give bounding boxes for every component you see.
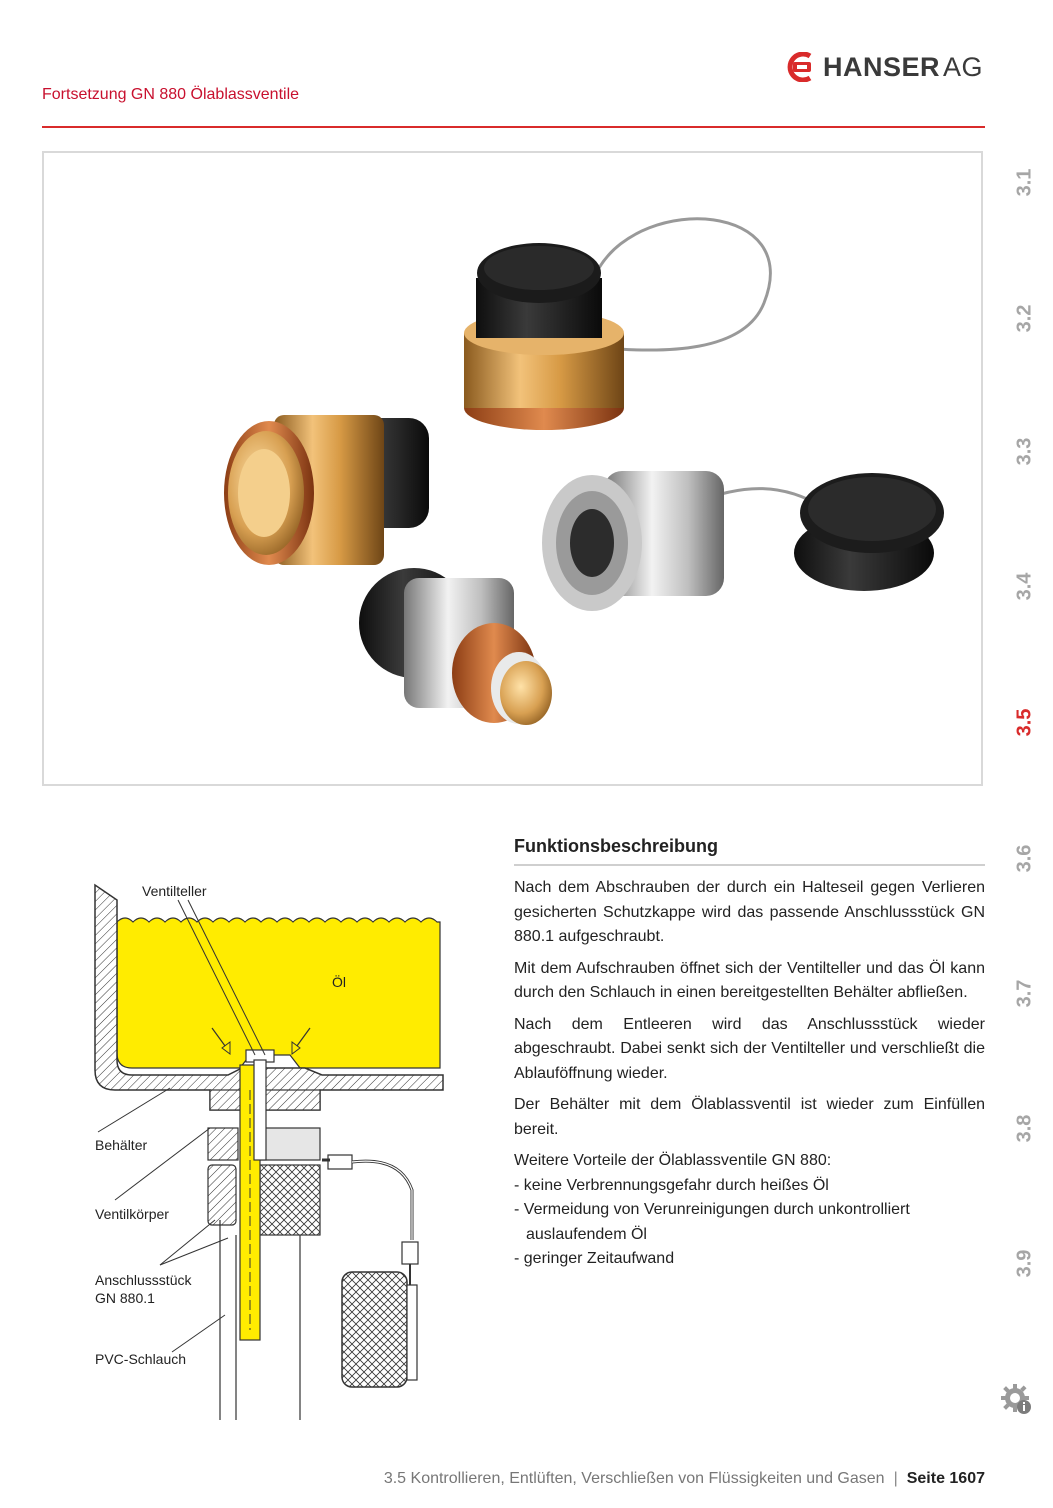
- valve-cross-section-diagram: [60, 860, 460, 1440]
- nav-item-3-8[interactable]: 3.8: [1013, 1114, 1036, 1142]
- list-item: - Vermeidung von Verunreinigungen durch unkontrolliert auslaufendem Öl: [514, 1201, 910, 1243]
- paragraph: Nach dem Abschrauben der durch ein Halteseil gegen Verlieren gesicherten Schutzkappe wird das passende Anschlussstück GN 880.1 aufgeschraubt.: [514, 879, 985, 945]
- label-anschlussstueck: Anschlussstück: [95, 1272, 192, 1288]
- paragraph: Mit dem Aufschrauben öffnet sich der Ventilteller und das Öl kann durch den Schlauch in einen bereitgestellten Behälter abfließen.: [514, 959, 985, 1001]
- settings-info-icon[interactable]: [1000, 1382, 1034, 1421]
- label-gn-880-1: GN 880.1: [95, 1290, 155, 1306]
- advantages-intro: Weitere Vorteile der Ölablassventile GN 880:: [514, 1152, 832, 1169]
- chapter-side-nav: [1000, 150, 1050, 1300]
- continuation-title: Fortsetzung GN 880 Ölablassventile: [42, 86, 300, 103]
- hanser-logo-icon: [783, 52, 815, 82]
- product-photo: [42, 151, 983, 786]
- nav-item-3-2[interactable]: 3.2: [1013, 304, 1036, 332]
- nav-item-3-4[interactable]: 3.4: [1013, 572, 1036, 600]
- nav-item-3-3[interactable]: 3.3: [1013, 437, 1036, 465]
- valve-bottom: [359, 568, 552, 725]
- valve-brass-left: [224, 415, 429, 565]
- nav-item-3-5[interactable]: 3.5: [1013, 708, 1036, 736]
- label-oel: Öl: [332, 974, 346, 990]
- footer-section: 3.5 Kontrollieren, Entlüften, Verschließen von Flüssigkeiten und Gasen: [383, 1470, 885, 1487]
- nav-item-3-9[interactable]: 3.9: [1013, 1249, 1036, 1277]
- label-ventilkoerper: Ventilkörper: [95, 1206, 169, 1222]
- valve-steel-right: [542, 471, 944, 611]
- label-pvc-schlauch: PVC-Schlauch: [95, 1351, 187, 1367]
- footer-separator: |: [893, 1470, 898, 1487]
- nav-item-3-6[interactable]: 3.6: [1013, 844, 1036, 872]
- header-divider: [42, 126, 985, 128]
- page-number: Seite 1607: [906, 1470, 985, 1487]
- nav-item-3-1[interactable]: 3.1: [1013, 168, 1036, 196]
- section-title: Funktionsbeschreibung: [514, 836, 719, 856]
- label-ventilteller: Ventilteller: [142, 883, 207, 899]
- page-footer: [384, 1470, 985, 1488]
- brand-logo: [783, 50, 983, 84]
- brand-name: HANSER AG: [823, 51, 984, 82]
- paragraph: Nach dem Entleeren wird das Anschlussstück wieder abgeschraubt. Dabei senkt sich der Ventilteller und verschließt die Ablauföffnung wieder.: [514, 1015, 985, 1082]
- oil-drain-valves-illustration: [44, 153, 981, 784]
- list-item: - geringer Zeitaufwand: [514, 1250, 675, 1267]
- nav-item-3-7[interactable]: 3.7: [1013, 979, 1036, 1007]
- valve-with-cap-top: [464, 219, 770, 430]
- label-behaelter: Behälter: [95, 1137, 148, 1153]
- paragraph: Der Behälter mit dem Ölablassventil ist wieder zum Einfüllen bereit.: [514, 1096, 985, 1138]
- function-description: [514, 876, 985, 1272]
- list-item: - keine Verbrennungsgefahr durch heißes Öl: [514, 1176, 829, 1194]
- advantages-list: [514, 1149, 985, 1272]
- section-title-divider: [514, 864, 985, 866]
